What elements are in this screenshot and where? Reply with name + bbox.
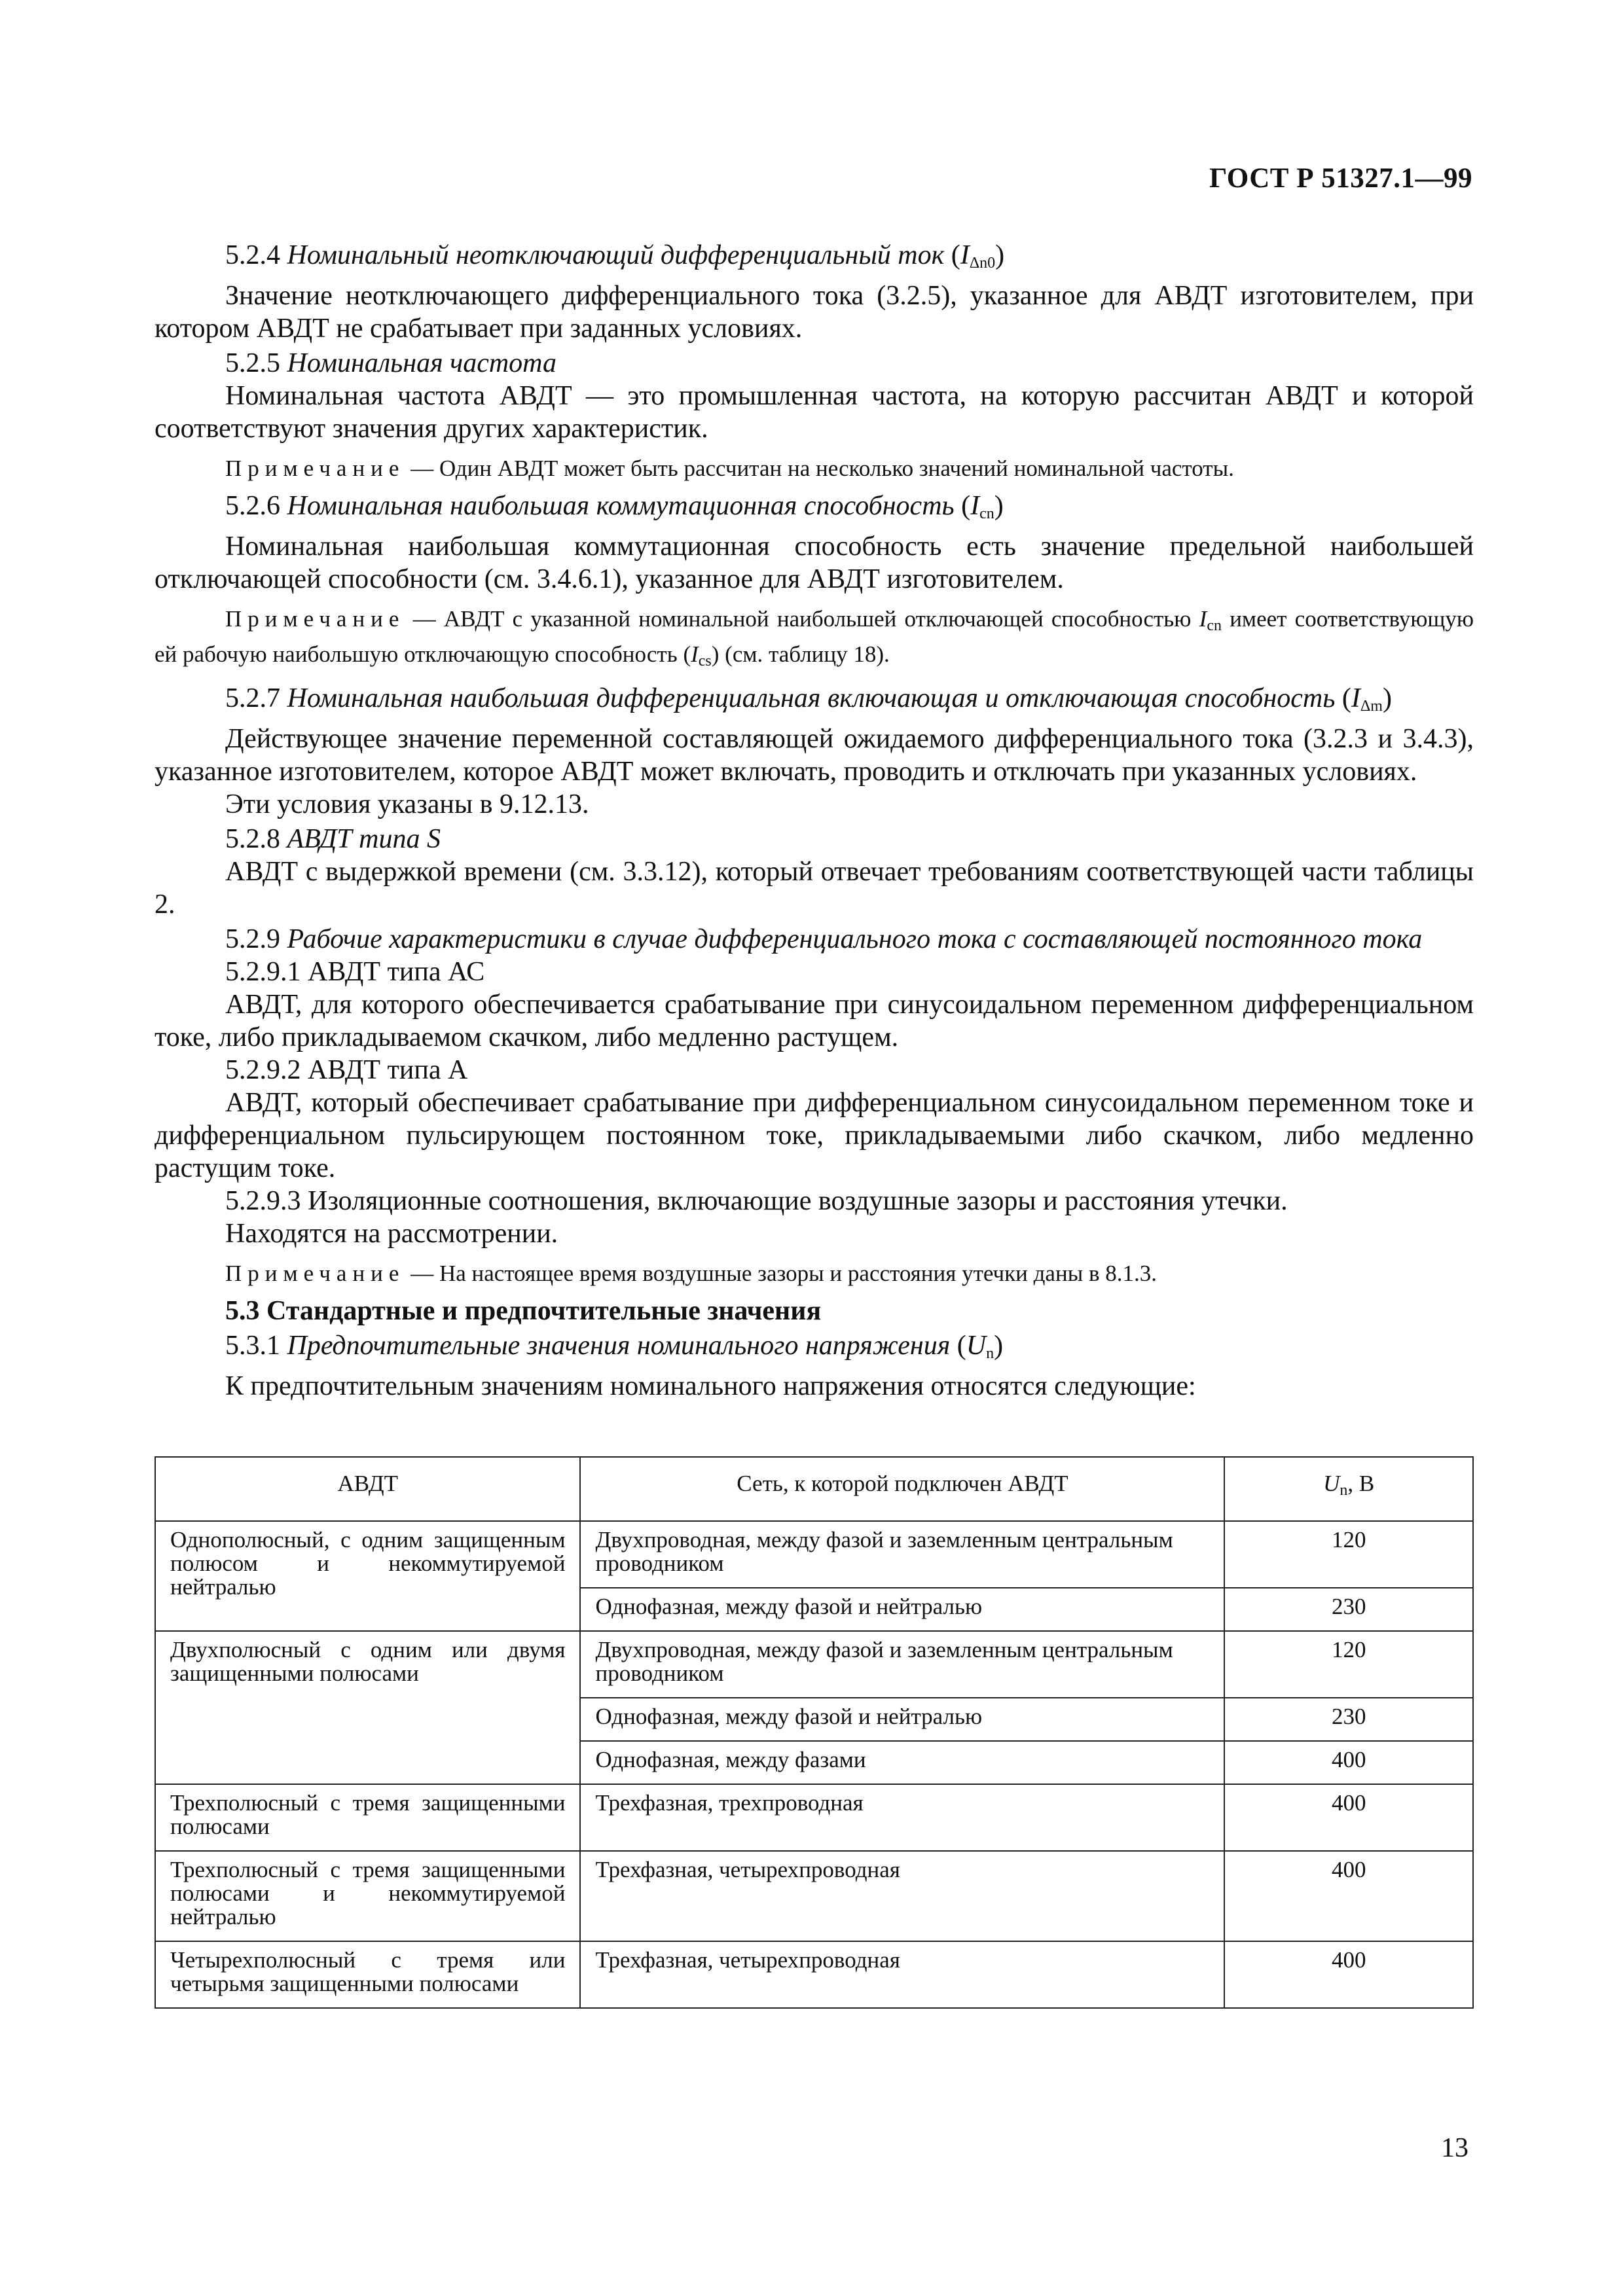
section-heading-5-2-8: 5.2.8 АВДТ типа S — [225, 824, 441, 854]
paragraph-5-2-8: АВДТ с выдержкой времени (см. 3.3.12), который отвечает требованиям соответствующей части таблицы 2. — [155, 857, 1474, 920]
table-row — [155, 1784, 1473, 1851]
table-cell-voltage: 400 — [1224, 1784, 1473, 1851]
page-number: 13 — [1441, 2133, 1468, 2163]
paragraph-5-2-9-2: АВДТ, который обеспечивает срабатывание при дифференциальном синусоидальном переменном токе и дифференциальном пульсирующем постоянном токе, прикладываемыми либо скачком, либо медленно растущим токе. — [155, 1088, 1474, 1183]
table-cell-network: Трехфазная, четырехпроводная — [580, 1851, 1224, 1941]
table-cell-voltage: 230 — [1224, 1698, 1473, 1741]
paragraph-5-2-4: Значение неотключающего дифференциального тока (3.2.5), указанное для АВДТ изготовителем, при котором АВДТ не срабатывает при заданных условиях. — [155, 281, 1474, 344]
table-cell-device: Трехполюсный с тремя защищенными полюсами — [155, 1784, 580, 1851]
table-cell-device: Двухполюсный с одним или двумя защищенными полюсами — [155, 1631, 580, 1784]
paragraph-5-3-1: К предпочтительным значениям номинального напряжения относятся следующие: — [225, 1371, 1196, 1401]
table-header-device: АВДТ — [155, 1457, 580, 1521]
paragraph-5-2-7-conditions: Эти условия указаны в 9.12.13. — [225, 789, 589, 819]
table-cell-device: Четырехполюсный с тремя или четырьмя защищенными полюсами — [155, 1941, 580, 2008]
section-heading-5-2-6: 5.2.6 Номинальная наибольшая коммутационная способность $(I_{cn})$ — [225, 491, 1004, 522]
table-row — [155, 1941, 1473, 2008]
table-cell-voltage: 230 — [1224, 1588, 1473, 1631]
section-heading-5-2-9: 5.2.9 Рабочие характеристики в случае дифференциального тока с составляющей постоянного тока — [225, 924, 1423, 954]
table-cell-network: Двухпроводная, между фазой и заземленным центральным проводником — [580, 1631, 1224, 1698]
table-cell-voltage: 400 — [1224, 1851, 1473, 1941]
section-heading-5-2-9-2: 5.2.9.2 АВДТ типа А — [225, 1055, 468, 1085]
paragraph-5-2-6: Номинальная наибольшая коммутационная способность есть значение предельной наибольшей отключающей способности (см. 3.4.6.1), указанное для АВДТ изготовителем. — [155, 531, 1474, 594]
document-body — [155, 237, 1474, 1403]
table-cell-network: Однофазная, между фазой и нейтралью — [580, 1698, 1224, 1741]
note-5-2-5: Примечание — Один АВДТ может быть рассчитан на несколько значений номинальной частоты. — [225, 456, 1234, 481]
note-5-2-6: Примечание — АВДТ с указанной номинальной наибольшей отключающей способностью $I_{cn}$ имеет соответствующую ей рабочую наибольшую отключающую способность $(I_{cs})$ (см. таблицу 18). — [155, 606, 1474, 670]
table-cell-device: Трехполюсный с тремя защищенными полюсами и некоммутируемой нейтралью — [155, 1851, 580, 1941]
paragraph-5-2-9-3: Находятся на рассмотрении. — [225, 1219, 558, 1249]
table-header-voltage: $U_n$, В — [1224, 1457, 1473, 1521]
section-heading-5-2-4: 5.2.4 Номинальный неотключающий дифференциальный ток $(I_{\Delta n0})$ — [225, 240, 1005, 272]
table-row — [155, 1851, 1473, 1941]
voltage-table — [155, 1456, 1474, 2009]
table-cell-device: Однополюсный, с одним защищенным полюсом и некоммутируемой нейтралью — [155, 1521, 580, 1631]
table-cell-voltage: 400 — [1224, 1941, 1473, 2008]
paragraph-5-2-9-1: АВДТ, для которого обеспечивается срабатывание при синусоидальном переменном дифференциальном токе, либо прикладываемом скачком, либо медленно растущем. — [155, 990, 1474, 1052]
section-heading-5-2-5: 5.2.5 Номинальная частота — [225, 348, 557, 378]
section-heading-5-3-1: 5.3.1 Предпочтительные значения номинального напряжения $(U_n)$ — [225, 1331, 1004, 1362]
table-header-network: Сеть, к которой подключен АВДТ — [580, 1457, 1224, 1521]
table-cell-voltage: 400 — [1224, 1741, 1473, 1784]
document-id-header: ГОСТ Р 51327.1—99 — [1209, 163, 1472, 194]
table-row — [155, 1521, 1473, 1588]
note-5-2-9-3: Примечание — На настоящее время воздушные зазоры и расстояния утечки даны в 8.1.3. — [225, 1261, 1157, 1286]
table-cell-network: Трехфазная, трехпроводная — [580, 1784, 1224, 1851]
table-row — [155, 1631, 1473, 1698]
table-cell-network: Трехфазная, четырехпроводная — [580, 1941, 1224, 2008]
table-header-row — [155, 1457, 1473, 1521]
table-cell-network: Однофазная, между фазами — [580, 1741, 1224, 1784]
table-cell-voltage: 120 — [1224, 1631, 1473, 1698]
section-heading-5-2-9-3: 5.2.9.3 Изоляционные соотношения, включающие воздушные зазоры и расстояния утечки. — [225, 1186, 1288, 1216]
section-heading-5-3: 5.3 Стандартные и предпочтительные значения — [225, 1296, 822, 1326]
table-cell-voltage: 120 — [1224, 1521, 1473, 1588]
section-heading-5-2-9-1: 5.2.9.1 АВДТ типа АС — [225, 957, 485, 987]
section-heading-5-2-7: 5.2.7 Номинальная наибольшая дифференциальная включающая и отключающая способность $(I_{\Delta m})$ — [225, 683, 1392, 715]
paragraph-5-2-5: Номинальная частота АВДТ — это промышленная частота, на которую рассчитан АВДТ и которой соответствуют значения других характеристик. — [155, 381, 1474, 444]
table-cell-network: Однофазная, между фазой и нейтралью — [580, 1588, 1224, 1631]
paragraph-5-2-7: Действующее значение переменной составляющей ожидаемого дифференциального тока (3.2.3 и 3.4.3), указанное изготовителем, которое АВДТ может включать, проводить и отключать при указанных условиях. — [155, 724, 1474, 787]
table-cell-network: Двухпроводная, между фазой и заземленным центральным проводником — [580, 1521, 1224, 1588]
